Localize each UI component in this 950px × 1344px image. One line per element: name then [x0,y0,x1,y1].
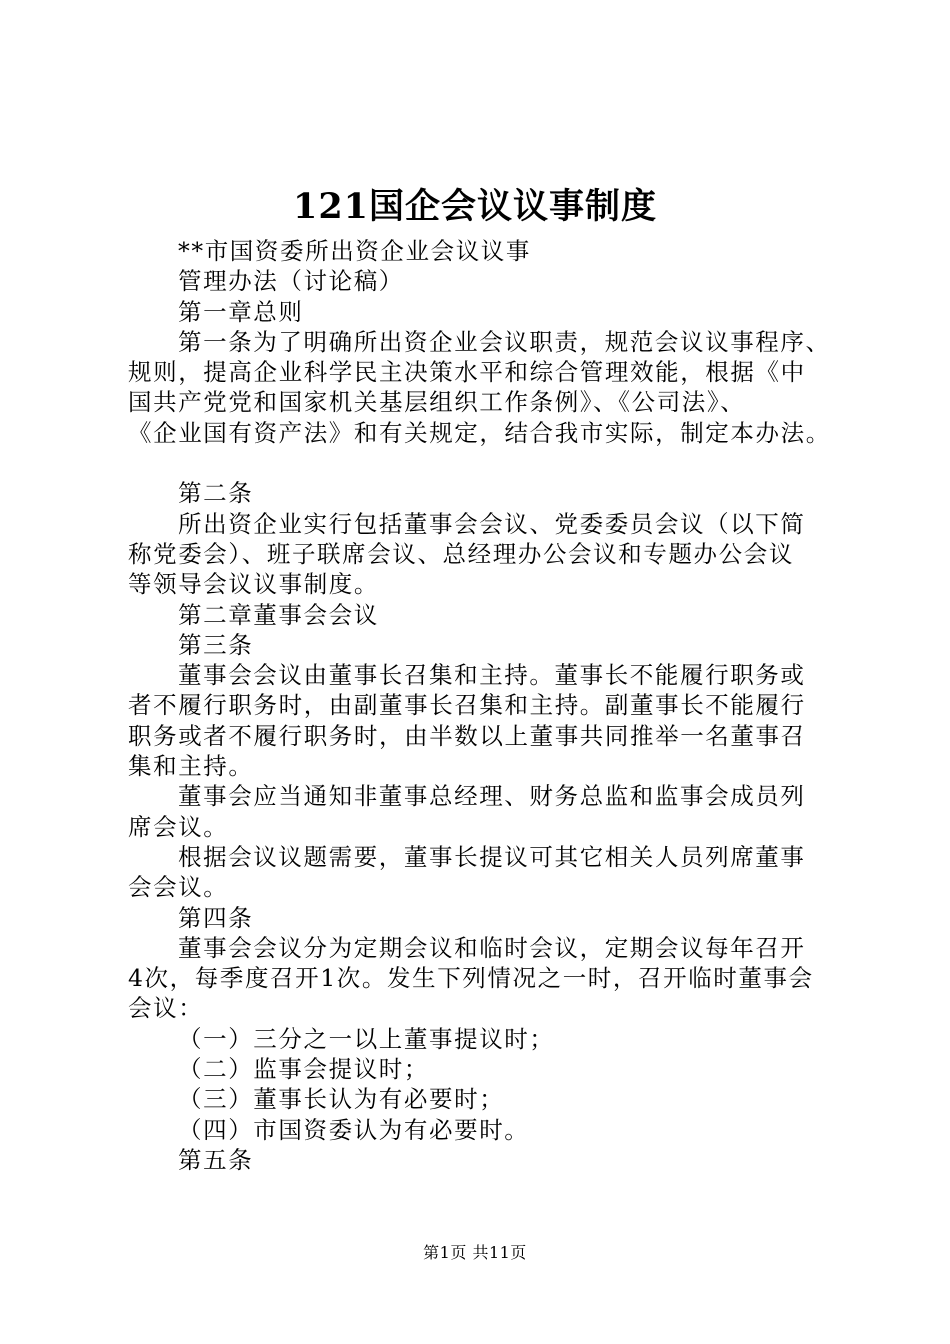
text-line: 者不履行职务时，由副董事长召集和主持。副董事长不能履行 [128,691,806,720]
text-line: 所出资企业实行包括董事会会议、党委委员会议（以下简 [178,509,806,538]
paragraph-spacer [128,448,848,478]
text-line: 集和主持。 [128,752,254,781]
text-line: 管理办法（讨论稿） [178,267,404,296]
text-line: 第一条为了明确所出资企业会议职责，规范会议议事程序、 [178,327,831,356]
text-line: 董事会会议分为定期会议和临时会议，定期会议每年召开 [178,933,806,962]
text-line: 根据会议议题需要，董事长提议可其它相关人员列席董事 [178,842,806,871]
text-line: （二）监事会提议时； [178,1055,429,1084]
text-line: 第二章董事会会议 [178,600,379,629]
text-line: （四）市国资委认为有必要时。 [178,1115,530,1144]
text-line: 第三条 [178,630,254,659]
text-line: 董事会会议由董事长召集和主持。董事长不能履行职务或 [178,661,806,690]
text-line: 国共产党党和国家机关基层组织工作条例》、《公司法》、 [128,388,746,417]
text-line: **市国资委所出资企业会议议事 [178,237,531,265]
text-line: 称党委会）、班子联席会议、总经理办公会议和专题办公会议 [128,539,794,568]
text-line: 规则，提高企业科学民主决策水平和综合管理效能，根据《中 [128,358,806,387]
text-line: 第二条 [178,479,254,508]
text-line: 职务或者不履行职务时，由半数以上董事共同推举一名董事召 [128,721,806,750]
text-line: 4次，每季度召开1次。发生下列情况之一时，召开临时董事会 [128,964,814,993]
text-line: 第四条 [178,903,254,932]
page-footer: 第1页 共11页 [423,1243,527,1262]
text-line: 《企业国有资产法》和有关规定，结合我市实际，制定本办法。 [128,418,831,447]
text-line: （一）三分之一以上董事提议时； [178,1024,555,1053]
text-line: 第一章总则 [178,297,304,326]
text-line: 第五条 [178,1145,254,1174]
text-line: 等领导会议议事制度。 [128,570,379,599]
text-line: （三）董事长认为有必要时； [178,1085,505,1114]
document-body [128,236,848,1175]
text-line: 会议： [128,994,204,1023]
text-line: 席会议。 [128,812,229,841]
document-title: 121国企会议议事制度 [292,186,658,227]
text-line: 董事会应当通知非董事总经理、财务总监和监事会成员列 [178,782,806,811]
text-line: 会会议。 [128,873,229,902]
